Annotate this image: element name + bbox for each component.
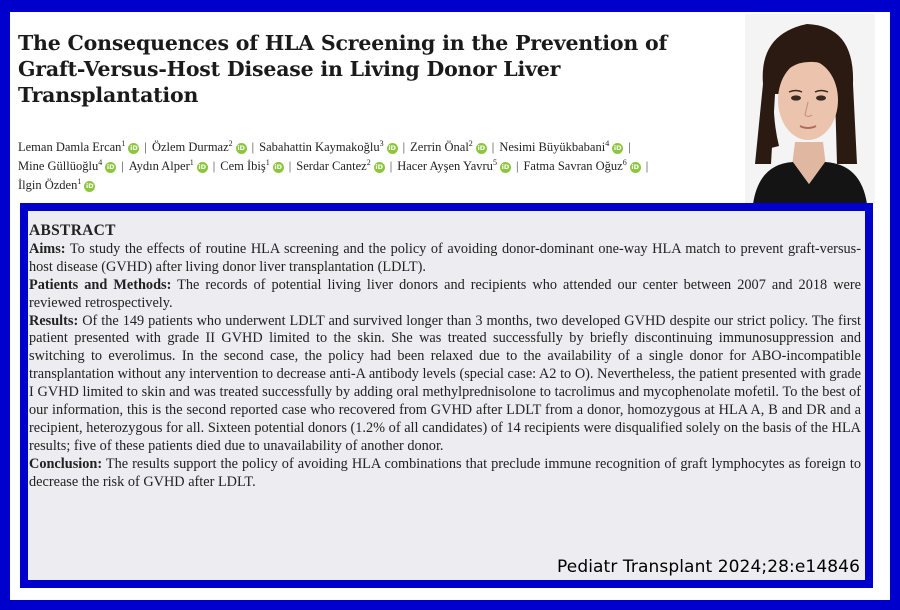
author-photo	[745, 14, 875, 204]
author-separator: |	[402, 140, 406, 155]
author-affiliation: 3	[379, 139, 384, 148]
orcid-icon[interactable]: iD	[274, 163, 283, 172]
abstract	[29, 222, 861, 492]
author-name: Zerrin Önal	[410, 140, 469, 155]
author-separator: |	[251, 140, 255, 155]
author-name: Fatma Savran Oğuz	[523, 159, 623, 174]
results-text: Of the 149 patients who underwent LDLT and survived longer than 3 months, two developed GVHD despite our strict policy. The first patient presented with grade II GVHD limited to the skin. She was treated successfully by briefly discontinuing immunosuppression and switching to everolimus. In the second case, the policy had been relaxed due to the availability of a single donor for ABO-incompatible transplantation without any intervention to decrease anti-A antibody levels (special case: A2 to O). Nevertheless, the patient presented with grade I GVHD limited to skin and was treated successfully by adding oral methylprednisolone to tacrolimus and mycophenolate mofetil. To the best of our information, this is the second reported case who recovered from GVHD after LDLT from a donor, homozygous at HLA A, B and DR and a recipient, heterozygous for all. Sixteen potential donors (1.2% of all candidates) of 14 recipients were disqualified solely on the basis of the HLA results; five of these patients died due to unavailability of another donor.	[29, 312, 861, 454]
author[interactable]	[523, 159, 640, 173]
author-separator: |	[628, 140, 631, 155]
article-header	[18, 30, 733, 108]
abstract-aims	[29, 241, 861, 277]
author-name: Özlem Durmaz	[151, 140, 229, 155]
author-separator: |	[121, 159, 124, 174]
author[interactable]	[410, 140, 487, 154]
abstract-conclusion	[29, 456, 861, 492]
author-affiliation: 1	[121, 139, 126, 148]
author-name: Aydın Alper	[128, 159, 190, 174]
author[interactable]	[220, 159, 283, 173]
journal-citation: Pediatr Transplant 2024;28:e14846	[557, 557, 860, 577]
author-name: Serdar Cantez	[296, 159, 367, 174]
author-separator: |	[389, 159, 393, 174]
orcid-icon[interactable]: iD	[86, 182, 94, 191]
orcid-icon[interactable]: iD	[388, 144, 396, 153]
methods-text: The records of potential living liver donors and recipients who attended our center between 2007 and 2018 were reviewed retrospectively.	[29, 276, 861, 311]
orcid-icon[interactable]: iD	[613, 144, 622, 153]
author-affiliation: 2	[228, 139, 233, 148]
author-name: İlgin Özden	[18, 178, 78, 193]
author[interactable]	[18, 159, 116, 173]
author-affiliation: 1	[77, 177, 82, 187]
author-name: Leman Damla Ercan	[18, 140, 122, 155]
author-separator: |	[288, 159, 292, 174]
author-affiliation: 2	[468, 139, 473, 148]
author-name: Sabahattin Kaymakoğlu	[259, 140, 380, 155]
results-label: Results:	[29, 312, 79, 329]
orcid-icon[interactable]: iD	[631, 163, 640, 172]
author-affiliation: 2	[366, 158, 371, 168]
author-separator: |	[515, 159, 519, 174]
author[interactable]	[259, 140, 397, 154]
author-affiliation: 1	[265, 158, 270, 168]
author-name: Mine Güllüoğlu	[18, 159, 99, 174]
author[interactable]	[152, 140, 247, 154]
aims-label: Aims:	[29, 240, 66, 257]
author-name: Nesimi Büyükbabani	[499, 140, 606, 155]
author-separator: |	[645, 159, 649, 174]
author-list	[18, 136, 748, 193]
author-separator: |	[212, 159, 216, 174]
author-affiliation: 4	[98, 158, 103, 168]
abstract-methods	[29, 277, 861, 313]
author-separator: |	[491, 140, 495, 155]
author-affiliation: 6	[622, 158, 627, 168]
methods-label: Patients and Methods:	[29, 276, 172, 293]
author-name: Cem İbiş	[220, 159, 266, 174]
orcid-icon[interactable]: iD	[501, 163, 510, 172]
author-name: Hacer Ayşen Yavru	[397, 159, 493, 174]
author-affiliation: 5	[492, 158, 497, 168]
author[interactable]	[397, 159, 511, 173]
author[interactable]	[18, 178, 95, 192]
abstract-results	[29, 313, 861, 456]
author[interactable]	[18, 140, 139, 154]
orcid-icon[interactable]: iD	[106, 163, 115, 172]
author[interactable]	[499, 140, 623, 154]
author[interactable]	[296, 159, 384, 173]
orcid-icon[interactable]: iD	[130, 144, 138, 153]
orcid-icon[interactable]: iD	[198, 163, 207, 172]
author-portrait-icon	[745, 14, 875, 204]
author[interactable]	[129, 159, 208, 173]
conclusion-text: The results support the policy of avoiding HLA combinations that preclude immune recognition of graft lymphocytes as foreign to decrease the risk of GVHD after LDLT.	[29, 455, 861, 490]
aims-text: To study the effects of routine HLA screening and the policy of avoiding donor-dominant one-way HLA match to prevent graft-versus-host disease (GVHD) after living donor liver transplantation (LDLT).	[29, 240, 861, 275]
orcid-icon[interactable]: iD	[375, 163, 384, 172]
author-affiliation: 1	[189, 158, 194, 168]
orcid-icon[interactable]: iD	[477, 144, 486, 153]
abstract-heading: ABSTRACT	[29, 222, 116, 239]
orcid-icon[interactable]: iD	[237, 144, 245, 153]
author-affiliation: 4	[605, 139, 610, 148]
conclusion-label: Conclusion:	[29, 455, 103, 472]
author-separator: |	[144, 140, 147, 155]
article-title: The Consequences of HLA Screening in the Prevention of Graft-Versus-Host Disease in Living Donor Liver Transplantation	[18, 31, 668, 107]
